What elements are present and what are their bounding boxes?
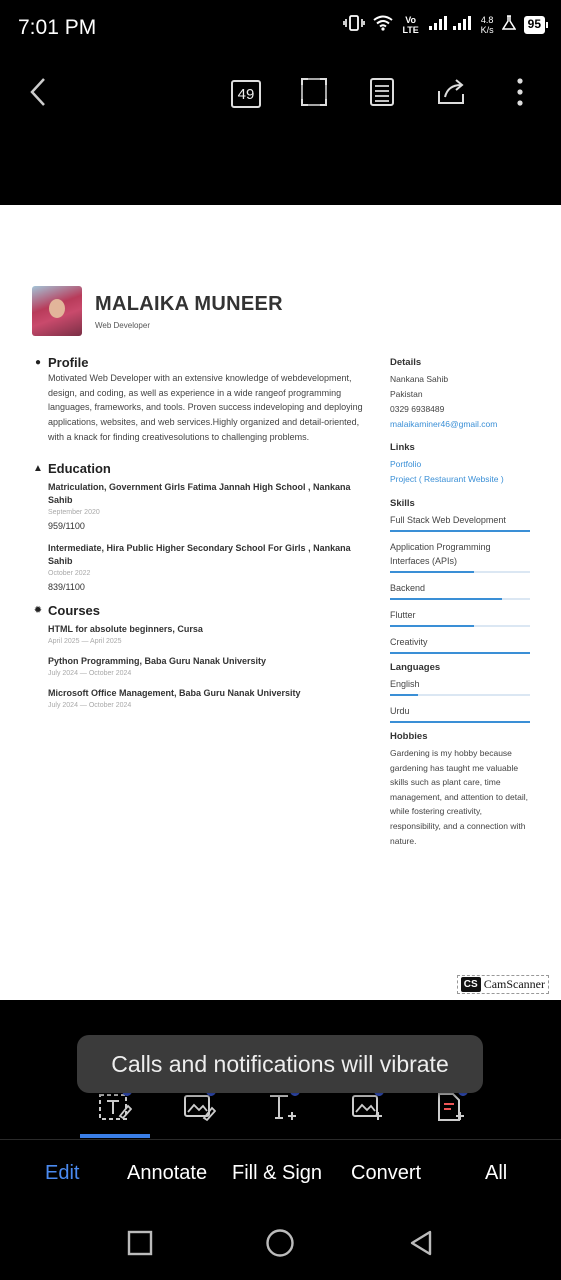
- language-item: [390, 677, 530, 696]
- skill-item: [390, 635, 530, 654]
- volte-label: Vo LTE: [402, 14, 419, 35]
- add-image-tool[interactable]: [332, 1086, 402, 1134]
- page-view-button[interactable]: [368, 78, 396, 110]
- hobbies-title: Hobbies: [390, 731, 428, 742]
- resume-header: [32, 286, 283, 336]
- language-item: [390, 704, 530, 723]
- name-block: [95, 293, 283, 330]
- top-toolbar: [0, 60, 561, 130]
- circle-icon: [265, 1228, 295, 1263]
- courses-section-title: [32, 603, 372, 618]
- edit-image-tool[interactable]: [164, 1086, 234, 1134]
- active-tool-underline: [80, 1134, 150, 1138]
- education-entry-date: October 2022: [48, 569, 91, 577]
- bottom-tabs: [0, 1152, 561, 1196]
- language-bar: [390, 721, 530, 723]
- battery-indicator: 95: [524, 16, 545, 34]
- edit-text-icon: [98, 1092, 132, 1127]
- education-section-title: [32, 461, 372, 476]
- profile-text: Motivated Web Developer with an extensive knowledge of webdevelopment, design, and coding, as well as experience in a wide rangeof programming languages, frameworks, and tools. Proven success indeveloping and deploying applications, websites, and web services.Highly organized and detail-oriented, with a knack for finding creativesolutions to challenging problems.: [48, 373, 363, 442]
- profile-title-text: Profile: [48, 355, 89, 370]
- skill-bar-fill: [390, 571, 474, 573]
- portfolio-link[interactable]: Portfolio: [390, 459, 422, 469]
- net-speed-unit: K/s: [480, 24, 494, 35]
- tab-fill-sign[interactable]: Fill & Sign: [232, 1162, 323, 1184]
- education-entry-date: September 2020: [48, 508, 100, 516]
- education-entry-score: 959/1100: [48, 520, 85, 531]
- skill-bar: [390, 598, 530, 600]
- status-icons: [343, 14, 545, 35]
- courses-section: [32, 603, 372, 711]
- links-title: Links: [390, 442, 415, 453]
- square-icon: [127, 1230, 153, 1261]
- skills-title: Skills: [390, 498, 415, 509]
- more-options-button[interactable]: [510, 78, 530, 110]
- lab-flask-icon: [502, 15, 516, 34]
- triangle-back-icon: [408, 1229, 434, 1262]
- courses-title-text: Courses: [48, 602, 101, 618]
- skill-label: Full Stack Web Development: [390, 515, 506, 525]
- net-speed: [481, 15, 494, 35]
- left-column: [32, 355, 372, 719]
- back-button[interactable]: [28, 78, 48, 110]
- add-text-tool[interactable]: [248, 1086, 318, 1134]
- details-phone: 0329 6938489: [390, 404, 445, 414]
- more-vertical-icon: [510, 76, 530, 113]
- project-link[interactable]: Project ( Restaurant Website ): [390, 474, 504, 484]
- education-entry-title: Intermediate, Hira Public Higher Secondary School For Girls , Nankana Sahib: [48, 542, 351, 566]
- right-column: [390, 357, 530, 848]
- course-entry: [32, 655, 372, 679]
- gear-badge-icon: ✹: [33, 604, 43, 616]
- add-text-icon: [266, 1092, 300, 1127]
- education-entry-title: Matriculation, Government Girls Fatima Jannah High School , Nankana Sahib: [48, 481, 351, 505]
- details-city: Nankana Sahib: [390, 374, 449, 384]
- wifi-icon: [373, 15, 393, 34]
- camscanner-logo: CS: [461, 977, 481, 992]
- pdf-tools-tool[interactable]: [416, 1086, 486, 1134]
- course-entry: [32, 623, 372, 647]
- fullscreen-icon: [300, 77, 328, 112]
- language-bar-fill: [390, 721, 530, 723]
- education-section: [32, 461, 372, 595]
- home-button[interactable]: [263, 1228, 297, 1262]
- graduation-cap-icon: ▲: [33, 462, 43, 474]
- language-bar-fill: [390, 694, 418, 696]
- links-section: [390, 442, 530, 487]
- skill-label: Creativity: [390, 637, 428, 647]
- skill-bar-fill: [390, 625, 474, 627]
- education-entry: [32, 481, 372, 534]
- resume-name: MALAIKA MUNEER: [95, 292, 283, 315]
- skill-item: [390, 608, 530, 627]
- net-speed-value: 4.8: [480, 14, 494, 25]
- resume-role: Web Developer: [95, 320, 150, 330]
- vibrate-toast: Calls and notifications will vibrate: [77, 1035, 483, 1093]
- skill-bar-fill: [390, 530, 530, 532]
- recents-button[interactable]: [123, 1228, 157, 1262]
- pdf-tools-icon: [434, 1092, 468, 1127]
- profile-section-title: [32, 355, 372, 370]
- skill-label: Flutter: [390, 610, 416, 620]
- details-title: Details: [390, 357, 422, 368]
- tabs-divider: [0, 1139, 561, 1140]
- share-icon: [436, 77, 468, 112]
- course-entry: [32, 687, 372, 711]
- tab-edit[interactable]: Edit: [45, 1162, 80, 1184]
- status-time: 7:01 PM: [18, 16, 97, 39]
- course-entry-date: July 2024 — October 2024: [48, 701, 132, 709]
- skills-section: [390, 498, 530, 654]
- details-section: [390, 357, 530, 432]
- course-entry-title: Python Programming, Baba Guru Nanak University: [48, 655, 267, 666]
- course-entry-title: Microsoft Office Management, Baba Guru Nanak University: [48, 687, 301, 698]
- page-count: 49: [231, 80, 261, 108]
- course-entry-date: April 2025 — April 2025: [48, 637, 122, 645]
- vibrate-icon: [343, 14, 365, 35]
- course-entry-date: July 2024 — October 2024: [48, 669, 132, 677]
- back-nav-button[interactable]: [404, 1228, 438, 1262]
- languages-section: [390, 662, 530, 723]
- tab-convert[interactable]: Convert: [351, 1162, 422, 1184]
- details-email-link[interactable]: malaikaminer46@gmail.com: [390, 419, 498, 429]
- skill-bar-fill: [390, 598, 502, 600]
- course-entry-title: HTML for absolute beginners, Cursa: [48, 623, 203, 634]
- hobbies-text: Gardening is my hobby because gardening has taught me valuable skills such as plant care, time management, and attention to detail, while fostering creativity, responsibility, and a connection with nature.: [390, 748, 528, 846]
- skill-item: [390, 581, 530, 600]
- tab-all[interactable]: All: [485, 1162, 508, 1184]
- fullscreen-button[interactable]: [300, 78, 328, 110]
- language-label: Urdu: [390, 706, 410, 716]
- edit-image-icon: [182, 1092, 216, 1127]
- person-icon: ●: [34, 357, 42, 368]
- skill-label: Backend: [390, 583, 426, 593]
- system-nav-bar: [0, 1210, 561, 1280]
- document-page[interactable]: [0, 205, 561, 1000]
- page-count-button[interactable]: [231, 78, 261, 110]
- profile-photo: [32, 286, 82, 336]
- share-button[interactable]: [436, 78, 468, 110]
- tab-annotate[interactable]: Annotate: [127, 1162, 208, 1184]
- language-label: English: [390, 679, 420, 689]
- signal-icon: [429, 15, 473, 34]
- profile-section: [32, 355, 372, 445]
- education-entry-score: 839/1100: [48, 581, 85, 592]
- hobbies-section: [390, 731, 530, 848]
- skill-bar: [390, 625, 530, 627]
- camscanner-text: CamScanner: [483, 977, 545, 991]
- languages-title: Languages: [390, 662, 441, 673]
- skill-item: [390, 513, 530, 532]
- skill-bar-fill: [390, 652, 530, 654]
- skill-label: Application Programming Interfaces (APIs): [390, 542, 491, 566]
- education-entry: [32, 542, 372, 595]
- details-country: Pakistan: [390, 389, 423, 399]
- language-bar: [390, 694, 530, 696]
- skill-bar: [390, 530, 530, 532]
- camscanner-watermark: [457, 975, 549, 994]
- document-list-icon: [368, 77, 396, 112]
- edit-text-tool[interactable]: [80, 1086, 150, 1134]
- add-image-icon: [350, 1092, 384, 1127]
- skill-bar: [390, 571, 530, 573]
- skill-bar: [390, 652, 530, 654]
- education-title-text: Education: [48, 460, 111, 476]
- status-bar: [0, 0, 561, 58]
- skill-item: [390, 540, 530, 573]
- back-arrow-icon: [28, 77, 48, 112]
